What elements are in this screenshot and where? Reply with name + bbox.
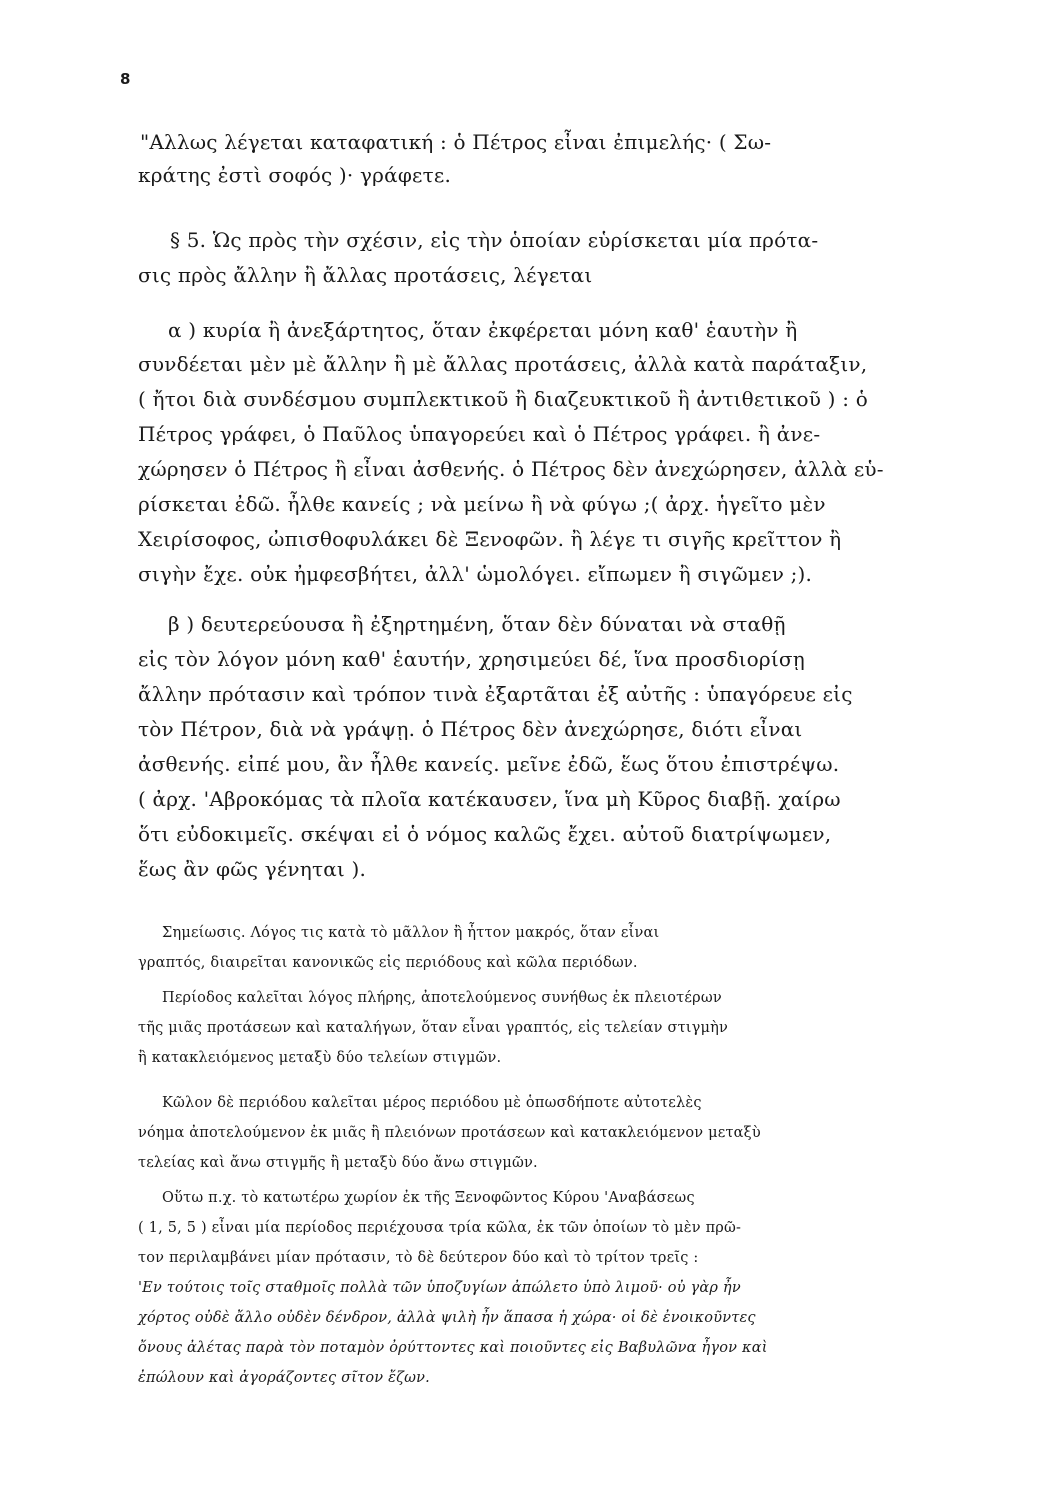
- quote-line: ἐπώλουν καὶ ἀγοράζοντες σῖτον ἔζων.: [138, 1370, 430, 1386]
- text-line: συνδέεται μὲν μὲ ἄλλην ἢ μὲ ἄλλας προτάσεις, ἀλλὰ κατὰ παράταξιν,: [138, 352, 868, 376]
- text-line: ρίσκεται ἐδῶ. ἦλθε κανείς ; νὰ μείνω ἢ νὰ φύγω ;( ἀρχ. ἡγεῖτο μὲν: [138, 492, 826, 516]
- text-line: ἄλλην πρότασιν καὶ τρόπον τινὰ ἐξαρτᾶται ἐξ αὐτῆς : ὑπαγόρευε εἰς: [138, 682, 853, 706]
- text-line: ἕως ἂν φῶς γένηται ).: [138, 857, 367, 881]
- note-line: τῆς μιᾶς προτάσεων καὶ καταλήγων, ὅταν εἶναι γραπτός, εἰς τελείαν στιγμὴν: [138, 1020, 729, 1036]
- quote-line: ὄνους ἀλέτας παρὰ τὸν ποταμὸν ὀρύττοντες καὶ ποιοῦντες εἰς Βαβυλῶνα ἦγον καὶ: [138, 1340, 768, 1356]
- text-line: εἰς τὸν λόγον μόνη καθ' ἑαυτήν, χρησιμεύει δέ, ἵνα προσδιορίσῃ: [138, 647, 805, 671]
- note-line: γραπτός, διαιρεῖται κανονικῶς εἰς περιόδους καὶ κῶλα περιόδων.: [138, 955, 638, 971]
- text-line: Πέτρος γράφει, ὁ Παῦλος ὑπαγορεύει καὶ ὁ Πέτρος γράφει. ἢ ἀνε-: [138, 422, 821, 446]
- text-line: σις πρὸς ἄλλην ἢ ἄλλας προτάσεις, λέγεται: [138, 263, 593, 287]
- note-line: τον περιλαμβάνει μίαν πρότασιν, τὸ δὲ δεύτερον δύο καὶ τὸ τρίτον τρεῖς :: [138, 1250, 699, 1266]
- text-line: α ) κυρία ἢ ἀνεξάρτητος, ὅταν ἐκφέρεται μόνη καθ' ἑαυτὴν ἢ: [168, 318, 798, 342]
- page-number: 8: [120, 70, 131, 88]
- note-line: ( 1, 5, 5 ) εἶναι μία περίοδος περιέχουσα τρία κῶλα, ἐκ τῶν ὁποίων τὸ μὲν πρῶ-: [138, 1220, 742, 1236]
- text-line: ὅτι εὐδοκιμεῖς. σκέψαι εἰ ὁ νόμος καλῶς ἔχει. αὐτοῦ διατρίψωμεν,: [138, 822, 832, 846]
- note-line: Οὕτω π.χ. τὸ κατωτέρω χωρίον ἐκ τῆς Ξενοφῶντος Κύρου 'Αναβάσεως: [162, 1190, 695, 1206]
- text-line: ἀσθενής. εἰπέ μου, ἂν ἦλθε κανείς. μεῖνε ἐδῶ, ἕως ὅτου ἐπιστρέψω.: [138, 752, 840, 776]
- note-line: τελείας καὶ ἄνω στιγμῆς ἢ μεταξὺ δύο ἄνω στιγμῶν.: [138, 1155, 538, 1171]
- note-line: Περίοδος καλεῖται λόγος πλήρης, ἀποτελούμενος συνήθως ἐκ πλειοτέρων: [162, 990, 722, 1006]
- section-heading-line: § 5. Ὡς πρὸς τὴν σχέσιν, εἰς τὴν ὁποίαν εὑρίσκεται μία πρότα-: [170, 228, 819, 252]
- text-line: ( ἀρχ. 'Αβροκόμας τὰ πλοῖα κατέκαυσεν, ἵνα μὴ Κῦρος διαβῇ. χαίρω: [138, 787, 841, 811]
- text-line: Χειρίσοφος, ὠπισθοφυλάκει δὲ Ξενοφῶν. ἢ λέγε τι σιγῆς κρεῖττον ἢ: [138, 527, 842, 551]
- text-line: χώρησεν ὁ Πέτρος ἢ εἶναι ἀσθενής. ὁ Πέτρος δὲν ἀνεχώρησεν, ἀλλὰ εὑ-: [138, 457, 884, 481]
- text-line: β ) δευτερεύουσα ἢ ἐξηρτημένη, ὅταν δὲν δύναται νὰ σταθῇ: [168, 612, 786, 636]
- text-line: σιγὴν ἔχε. οὐκ ἠμφεσβήτει, ἀλλ' ὡμολόγει. εἴπωμεν ἢ σιγῶμεν ;).: [138, 562, 813, 586]
- note-line: νόημα ἀποτελούμενον ἐκ μιᾶς ἢ πλειόνων προτάσεων καὶ κατακλειόμενον μεταξὺ: [138, 1125, 761, 1141]
- quote-line: 'Εν τούτοις τοῖς σταθμοῖς πολλὰ τῶν ὑποζυγίων ἀπώλετο ὑπὸ λιμοῦ· οὐ γὰρ ἦν: [138, 1280, 741, 1296]
- quote-line: χόρτος οὐδὲ ἄλλο οὐδὲν δένδρον, ἀλλὰ ψιλὴ ἦν ἅπασα ἡ χώρα· οἱ δὲ ἐνοικοῦντες: [138, 1310, 756, 1326]
- text-line: ( ἤτοι διὰ συνδέσμου συμπλεκτικοῦ ἢ διαζευκτικοῦ ἢ ἀντιθετικοῦ ) : ὁ: [138, 387, 868, 411]
- text-line: τὸν Πέτρον, διὰ νὰ γράψῃ. ὁ Πέτρος δὲν ἀνεχώρησε, διότι εἶναι: [138, 717, 803, 741]
- note-line: ἢ κατακλειόμενος μεταξὺ δύο τελείων στιγμῶν.: [138, 1050, 502, 1066]
- note-line: Κῶλον δὲ περιόδου καλεῖται μέρος περιόδου μὲ ὁπωσδήποτε αὐτοτελὲς: [162, 1095, 702, 1111]
- note-line: Σημείωσις. Λόγος τις κατὰ τὸ μᾶλλον ἢ ἧττον μακρός, ὅταν εἶναι: [162, 925, 660, 941]
- text-line: "Αλλως λέγεται καταφατική : ὁ Πέτρος εἶναι ἐπιμελής· ( Σω-: [140, 130, 772, 154]
- text-line: κράτης ἐστὶ σοφός )· γράφετε.: [138, 163, 451, 187]
